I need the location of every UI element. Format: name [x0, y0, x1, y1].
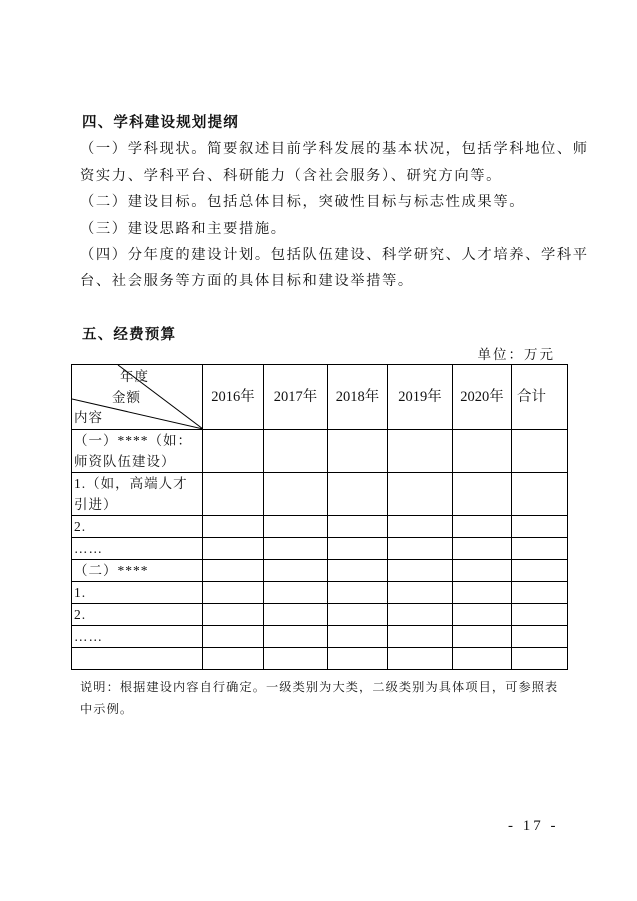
value-cell [264, 582, 328, 604]
row-label: 2. [72, 604, 203, 626]
row-label: （一）****（如：师资队伍建设） [72, 430, 203, 473]
row-label: …… [72, 626, 203, 648]
value-cell [388, 473, 453, 516]
value-cell [453, 560, 512, 582]
value-cell [388, 560, 453, 582]
table-row [72, 516, 568, 538]
value-cell [512, 582, 568, 604]
value-cell [388, 516, 453, 538]
section4-line: 台、社会服务等方面的具体目标和建设举措等。 [80, 273, 414, 289]
table-row [72, 473, 568, 516]
value-cell [328, 626, 388, 648]
value-cell [453, 626, 512, 648]
value-cell [512, 560, 568, 582]
section4-line: （二）建设目标。包括总体目标，突破性目标与标志性成果等。 [80, 194, 526, 210]
value-cell [328, 560, 388, 582]
value-cell [512, 473, 568, 516]
budget-table [71, 364, 568, 670]
section4-line: （四）分年度的建设计划。包括队伍建设、科学研究、人才培养、学科平 [80, 247, 589, 263]
value-cell [328, 430, 388, 473]
value-cell [264, 516, 328, 538]
value-cell [453, 430, 512, 473]
value-cell [264, 560, 328, 582]
value-cell [388, 648, 453, 670]
section4-line: 资实力、学科平台、科研能力（含社会服务）、研究方向等。 [80, 168, 503, 184]
table-row [72, 430, 568, 473]
value-cell [388, 582, 453, 604]
row-label [72, 648, 203, 670]
value-cell [453, 604, 512, 626]
value-cell [264, 430, 328, 473]
value-cell [203, 560, 264, 582]
table-note: 说明：根据建设内容自行确定。一级类别为大类，二级类别为具体项目，可参照表中示例。 [80, 680, 559, 716]
table-header-row [72, 365, 568, 430]
row-label: 1. [72, 582, 203, 604]
row-label: 2. [72, 516, 203, 538]
row-label: （二）**** [72, 560, 203, 582]
value-cell [453, 538, 512, 560]
column-header-total: 合计 [512, 365, 568, 430]
value-cell [512, 538, 568, 560]
value-cell [512, 604, 568, 626]
value-cell [203, 473, 264, 516]
value-cell [453, 582, 512, 604]
corner-content-label: 内容 [74, 410, 103, 426]
value-cell [453, 473, 512, 516]
table-row [72, 560, 568, 582]
value-cell [512, 430, 568, 473]
value-cell [328, 516, 388, 538]
value-cell [388, 430, 453, 473]
table-row [72, 604, 568, 626]
row-label: …… [72, 538, 203, 560]
value-cell [328, 538, 388, 560]
value-cell [388, 604, 453, 626]
column-header: 2020年 [453, 365, 512, 430]
value-cell [512, 648, 568, 670]
unit-label: 单位：万元 [477, 347, 555, 363]
value-cell [203, 604, 264, 626]
section4-line: （三）建设思路和主要措施。 [80, 221, 287, 237]
value-cell [328, 582, 388, 604]
table-row [72, 648, 568, 670]
value-cell [264, 538, 328, 560]
value-cell [203, 430, 264, 473]
value-cell [388, 538, 453, 560]
value-cell [264, 648, 328, 670]
value-cell [203, 516, 264, 538]
value-cell [453, 648, 512, 670]
corner-amount-label: 金额 [112, 390, 141, 406]
value-cell [328, 648, 388, 670]
column-header: 2018年 [328, 365, 388, 430]
value-cell [264, 604, 328, 626]
corner-year-label: 年度 [120, 369, 149, 385]
table-body [72, 430, 568, 670]
value-cell [264, 473, 328, 516]
table-row [72, 626, 568, 648]
column-header: 2017年 [264, 365, 328, 430]
table-row [72, 582, 568, 604]
value-cell [203, 538, 264, 560]
value-cell [512, 516, 568, 538]
value-cell [512, 626, 568, 648]
value-cell [264, 626, 328, 648]
value-cell [453, 516, 512, 538]
column-header: 2019年 [388, 365, 453, 430]
value-cell [203, 582, 264, 604]
section4-line: （一）学科现状。简要叙述目前学科发展的基本状况，包括学科地位、师 [80, 141, 589, 157]
value-cell [203, 648, 264, 670]
corner-header-cell [72, 365, 203, 430]
section4-heading: 四、学科建设规划提纲 [82, 114, 239, 131]
table-row [72, 538, 568, 560]
value-cell [388, 626, 453, 648]
page-number: - 17 - [508, 818, 559, 834]
value-cell [203, 626, 264, 648]
section5-heading: 五、经费预算 [82, 326, 177, 343]
column-header: 2016年 [203, 365, 264, 430]
value-cell [328, 604, 388, 626]
value-cell [328, 473, 388, 516]
row-label: 1.（如，高端人才引进） [72, 473, 203, 516]
